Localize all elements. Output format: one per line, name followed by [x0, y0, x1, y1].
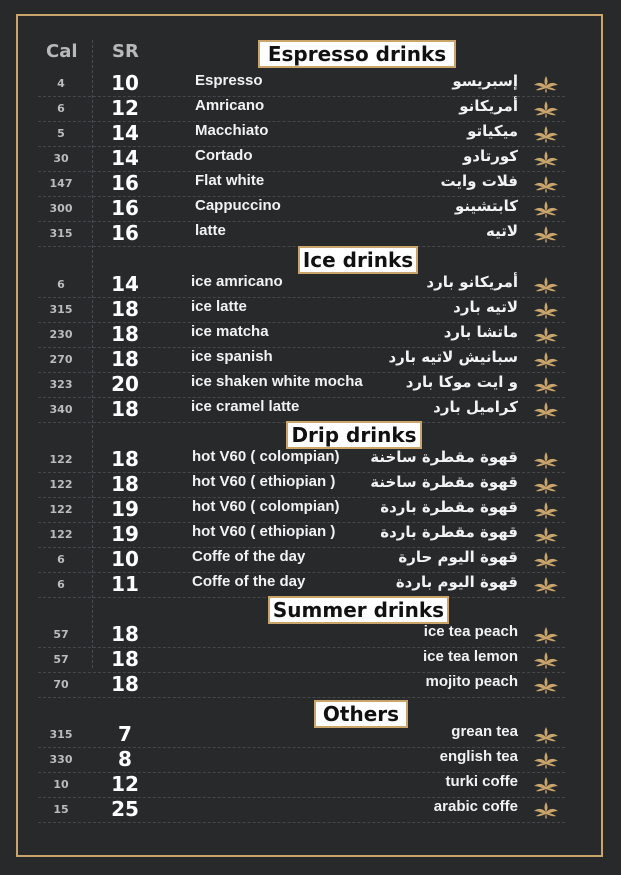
ornament-icon: [531, 74, 561, 94]
item-name-arabic: ميكياتو: [467, 122, 518, 140]
item-calories: 57: [53, 628, 69, 641]
ornament-icon: [531, 224, 561, 244]
item-price: 18: [111, 647, 139, 671]
item-name-english: Cortado: [195, 147, 253, 164]
menu-item-row: [38, 322, 565, 348]
item-calories: 70: [53, 678, 69, 691]
item-name-arabic: قهوة اليوم باردة: [395, 573, 518, 591]
ornament-icon: [531, 99, 561, 119]
section-title: Drip drinks: [286, 421, 422, 449]
item-price: 18: [111, 447, 139, 471]
item-calories: 122: [49, 478, 73, 491]
item-name-arabic: arabic coffe: [433, 798, 518, 815]
ornament-icon: [531, 675, 561, 695]
item-calories: 10: [53, 778, 69, 791]
item-price: 12: [111, 96, 139, 120]
menu-item-row: [38, 272, 565, 298]
ornament-icon: [531, 400, 561, 420]
ornament-icon: [531, 149, 561, 169]
menu-item-row: [38, 96, 565, 122]
item-price: 18: [111, 672, 139, 696]
menu-item-row: [38, 196, 565, 222]
item-calories: 4: [57, 77, 65, 90]
item-name-arabic: ice tea lemon: [422, 648, 518, 665]
item-name-arabic: سبانيش لاتيه بارد: [388, 348, 518, 366]
menu-item-row: [38, 497, 565, 523]
item-name-arabic: grean tea: [451, 723, 518, 740]
menu-item-row: [38, 146, 565, 172]
menu-item-row: [38, 372, 565, 398]
item-price: 8: [118, 747, 132, 771]
ornament-icon: [531, 625, 561, 645]
item-name-arabic: ماتشا بارد: [443, 323, 518, 341]
item-calories: 5: [57, 127, 65, 140]
sr-header: SR: [112, 41, 139, 62]
item-name-english: Flat white: [195, 172, 265, 189]
item-calories: 315: [49, 303, 73, 316]
item-name-english: hot V60 ( ethiopian ): [192, 473, 336, 490]
ornament-icon: [531, 775, 561, 795]
item-name-arabic: قهوة اليوم حارة: [398, 548, 518, 566]
section-title: Others: [314, 700, 408, 728]
item-price: 7: [118, 722, 132, 746]
menu-item-row: [38, 797, 565, 823]
item-name-arabic: لاتيه: [485, 222, 518, 240]
item-name-arabic: لاتيه بارد: [453, 298, 518, 316]
item-calories: 122: [49, 453, 73, 466]
ornament-icon: [531, 300, 561, 320]
item-name-english: ice matcha: [191, 323, 269, 340]
section-title: Espresso drinks: [258, 40, 456, 68]
ornament-icon: [531, 475, 561, 495]
menu-item-row: [38, 347, 565, 373]
item-price: 14: [111, 121, 139, 145]
item-name-english: ice cramel latte: [191, 398, 300, 415]
item-price: 18: [111, 322, 139, 346]
item-calories: 6: [57, 578, 65, 591]
menu-item-row: [38, 772, 565, 798]
ornament-icon: [531, 199, 561, 219]
item-calories: 15: [53, 803, 69, 816]
ornament-icon: [531, 525, 561, 545]
item-price: 18: [111, 297, 139, 321]
item-name-arabic: أمريكانو: [459, 97, 518, 115]
item-name-english: Cappuccino: [195, 197, 281, 214]
item-name-arabic: إسبريسو: [452, 72, 518, 90]
item-price: 11: [111, 572, 139, 596]
item-name-arabic: قهوة مقطرة ساخنة: [370, 473, 518, 491]
item-name-english: latte: [195, 222, 226, 239]
menu-item-row: [38, 221, 565, 247]
item-name-arabic: كراميل بارد: [433, 398, 518, 416]
item-price: 19: [111, 522, 139, 546]
item-name-english: Espresso: [195, 72, 263, 89]
item-calories: 340: [49, 403, 73, 416]
item-name-english: hot V60 ( colompian): [192, 448, 340, 465]
section-title: Summer drinks: [268, 596, 449, 624]
menu-item-row: [38, 472, 565, 498]
item-name-english: Coffe of the day: [192, 573, 306, 590]
item-price: 18: [111, 397, 139, 421]
ornament-icon: [531, 450, 561, 470]
item-price: 12: [111, 772, 139, 796]
menu-item-row: [38, 622, 565, 648]
ornament-icon: [531, 750, 561, 770]
item-name-arabic: قهوة مقطرة باردة: [380, 523, 518, 541]
item-calories: 300: [49, 202, 73, 215]
item-price: 18: [111, 347, 139, 371]
item-calories: 6: [57, 102, 65, 115]
menu-item-row: [38, 522, 565, 548]
item-name-english: Macchiato: [195, 122, 269, 139]
item-calories: 330: [49, 753, 73, 766]
item-price: 25: [111, 797, 139, 821]
item-price: 18: [111, 622, 139, 646]
section-title: Ice drinks: [298, 246, 418, 274]
menu-item-row: [38, 647, 565, 673]
menu-item-row: [38, 447, 565, 473]
cal-header: Cal: [46, 41, 78, 62]
ornament-icon: [531, 800, 561, 820]
ornament-icon: [531, 275, 561, 295]
item-name-english: hot V60 ( ethiopian ): [192, 523, 336, 540]
ornament-icon: [531, 375, 561, 395]
item-name-english: ice shaken white mocha: [191, 373, 363, 390]
item-calories: 323: [49, 378, 73, 391]
item-price: 16: [111, 171, 139, 195]
ornament-icon: [531, 500, 561, 520]
item-name-arabic: قهوة مقطرة ساخنة: [370, 448, 518, 466]
menu-item-row: [38, 547, 565, 573]
item-calories: 230: [49, 328, 73, 341]
item-price: 19: [111, 497, 139, 521]
item-name-english: hot V60 ( colompian): [192, 498, 340, 515]
item-price: 16: [111, 196, 139, 220]
ornament-icon: [531, 124, 561, 144]
item-price: 16: [111, 221, 139, 245]
menu-item-row: [38, 572, 565, 598]
item-name-arabic: أمريكانو بارد: [426, 273, 518, 291]
item-name-arabic: قهوة مقطرة باردة: [380, 498, 518, 516]
menu-item-row: [38, 121, 565, 147]
item-calories: 122: [49, 503, 73, 516]
item-calories: 315: [49, 728, 73, 741]
item-name-arabic: كورتادو: [462, 147, 518, 165]
item-calories: 270: [49, 353, 73, 366]
item-calories: 315: [49, 227, 73, 240]
item-calories: 122: [49, 528, 73, 541]
ornament-icon: [531, 650, 561, 670]
item-name-arabic: mojito peach: [425, 673, 518, 690]
item-price: 10: [111, 71, 139, 95]
ornament-icon: [531, 325, 561, 345]
item-name-arabic: english tea: [439, 748, 518, 765]
ornament-icon: [531, 725, 561, 745]
item-price: 20: [111, 372, 139, 396]
item-name-english: Amricano: [195, 97, 265, 114]
menu-item-row: [38, 171, 565, 197]
item-calories: 57: [53, 653, 69, 666]
item-calories: 6: [57, 278, 65, 291]
ornament-icon: [531, 575, 561, 595]
menu-item-row: [38, 397, 565, 423]
item-price: 18: [111, 472, 139, 496]
item-name-english: ice spanish: [191, 348, 273, 365]
item-price: 14: [111, 272, 139, 296]
item-name-arabic: كابتشينو: [454, 197, 518, 215]
menu-item-row: [38, 747, 565, 773]
ornament-icon: [531, 350, 561, 370]
ornament-icon: [531, 550, 561, 570]
item-name-arabic: و ايت موكا بارد: [405, 373, 518, 391]
item-calories: 147: [49, 177, 73, 190]
item-name-arabic: turki coffe: [445, 773, 518, 790]
menu-item-row: [38, 672, 565, 698]
item-name-arabic: فلات وايت: [440, 172, 518, 190]
item-calories: 30: [53, 152, 69, 165]
ornament-icon: [531, 174, 561, 194]
menu-item-row: [38, 297, 565, 323]
item-price: 10: [111, 547, 139, 571]
item-name-english: Coffe of the day: [192, 548, 306, 565]
item-name-arabic: ice tea peach: [423, 623, 518, 640]
menu-item-row: [38, 71, 565, 97]
item-name-english: ice latte: [191, 298, 247, 315]
item-name-english: ice amricano: [191, 273, 283, 290]
menu-item-row: [38, 722, 565, 748]
item-calories: 6: [57, 553, 65, 566]
item-price: 14: [111, 146, 139, 170]
